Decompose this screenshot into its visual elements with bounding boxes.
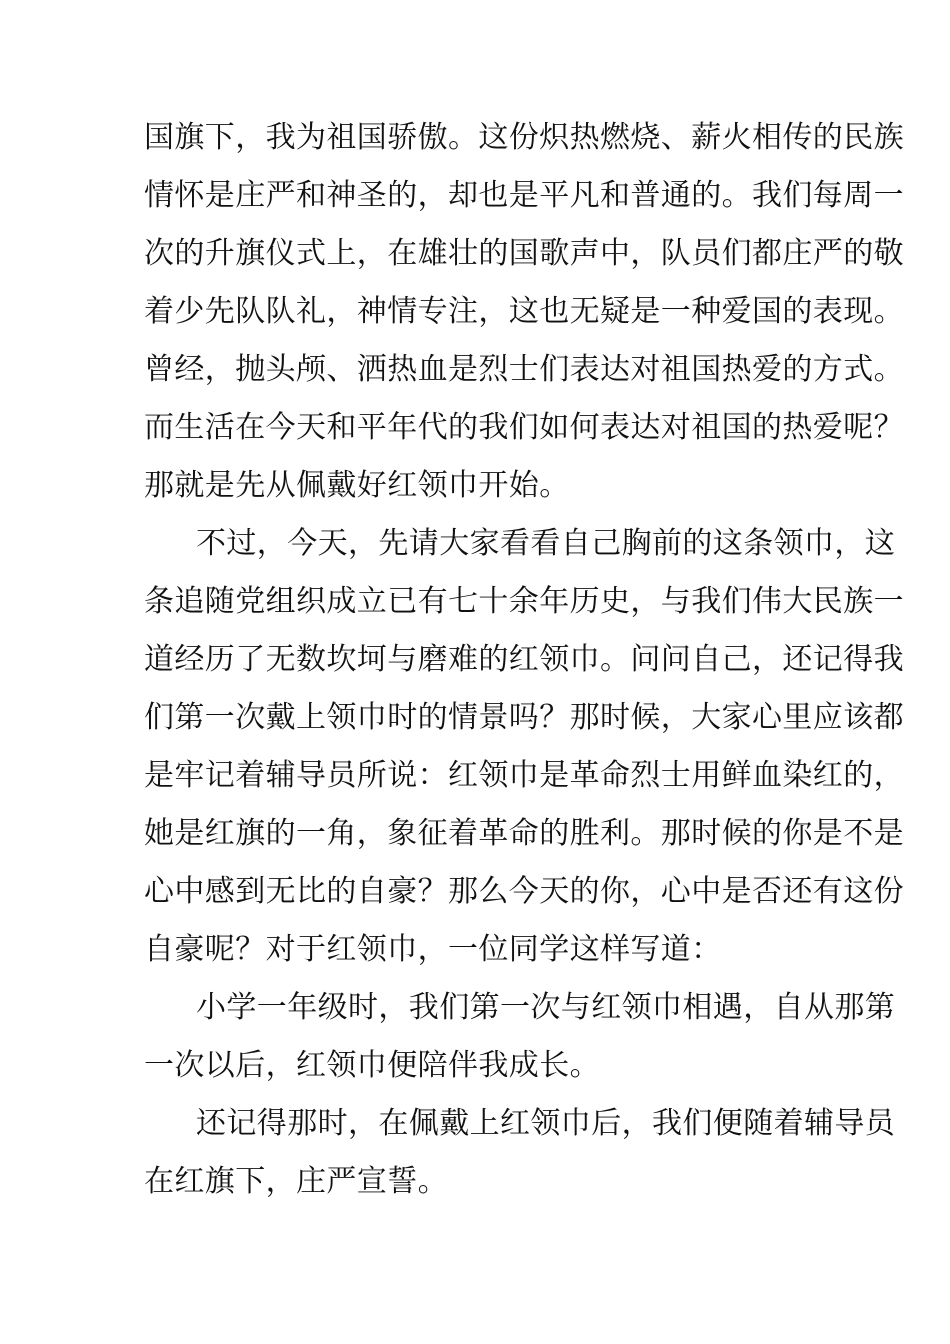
- text-line: 一次以后，红领巾便陪伴我成长。: [144, 1048, 600, 1083]
- text-line: 那就是先从佩戴好红领巾开始。: [144, 468, 570, 503]
- text-line: 她是红旗的一角，象征着革命的胜利。那时候的你是不是: [144, 816, 904, 851]
- text-line: 情怀是庄严和神圣的，却也是平凡和普通的。我们每周一: [144, 178, 904, 213]
- paragraph-first-line: 小学一年级时，我们第一次与红领巾相遇，自从那第: [196, 990, 896, 1025]
- paragraph-first-line: 不过，今天，先请大家看看自己胸前的这条领巾，这: [196, 526, 896, 561]
- text-line: 们第一次戴上领巾时的情景吗？那时候，大家心里应该都: [144, 700, 904, 735]
- text-line: 着少先队队礼，神情专注，这也无疑是一种爱国的表现。: [144, 294, 904, 329]
- text-line: 自豪呢？对于红领巾，一位同学这样写道：: [144, 932, 722, 967]
- text-line: 心中感到无比的自豪？那么今天的你，心中是否还有这份: [144, 874, 904, 909]
- text-line: 曾经，抛头颅、洒热血是烈士们表达对祖国热爱的方式。: [144, 352, 904, 387]
- text-line: 国旗下，我为祖国骄傲。这份炽热燃烧、薪火相传的民族: [144, 120, 904, 155]
- text-line: 次的升旗仪式上，在雄壮的国歌声中，队员们都庄严的敬: [144, 236, 904, 271]
- paragraph-first-line: 还记得那时，在佩戴上红领巾后，我们便随着辅导员: [196, 1106, 896, 1141]
- text-line: 道经历了无数坎坷与磨难的红领巾。问问自己，还记得我: [144, 642, 904, 677]
- text-line: 在红旗下，庄严宣誓。: [144, 1164, 448, 1199]
- text-line: 条追随党组织成立已有七十余年历史，与我们伟大民族一: [144, 584, 904, 619]
- text-line: 是牢记着辅导员所说：红领巾是革命烈士用鲜血染红的，: [144, 758, 904, 793]
- text-line: 而生活在今天和平年代的我们如何表达对祖国的热爱呢？: [144, 410, 904, 445]
